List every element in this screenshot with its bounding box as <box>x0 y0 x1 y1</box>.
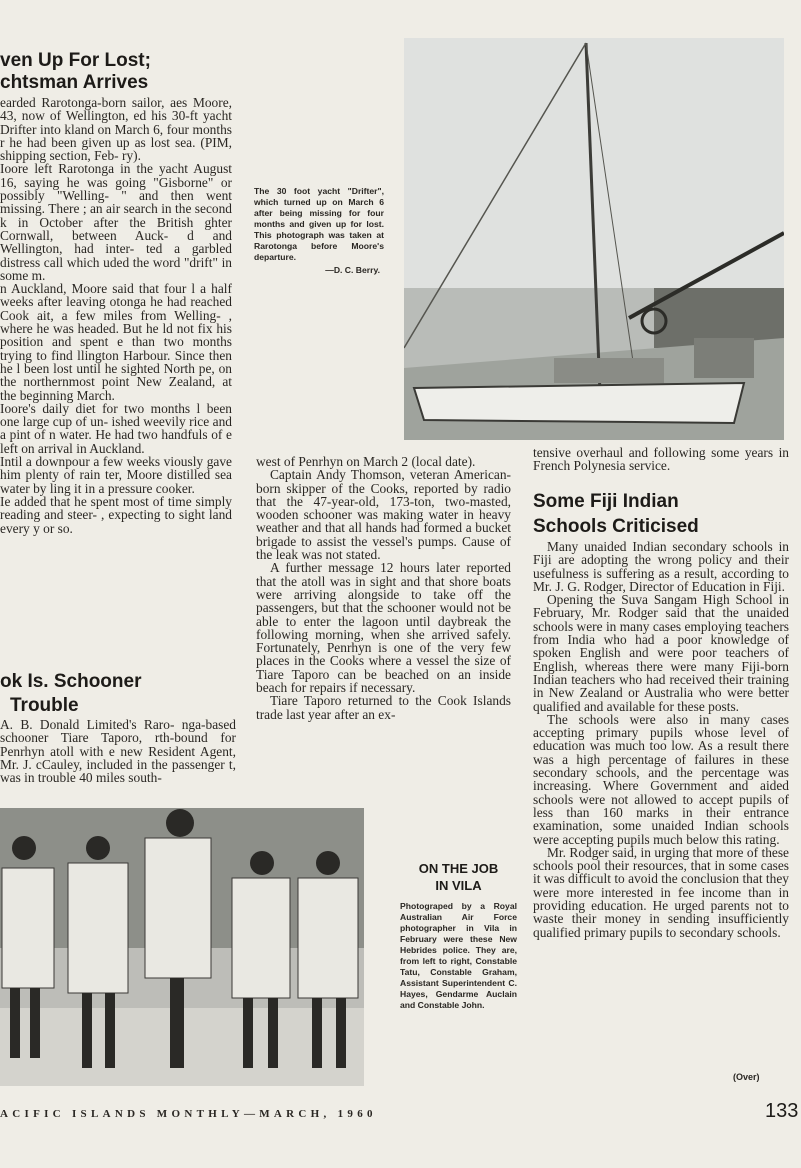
story1-para: Ioore left Rarotonga in the yacht August 16, saying he was going "Gisborne" or possibly "Welling- " and then went missing. There ; an air search in the second k in October after the British ghter Cornwall, between Auck- d and Wellington, had inter- ted a garbled distress call which uded the word "drift" in some m. <box>0 161 232 283</box>
story1-headline-line2: chtsman Arrives <box>0 72 149 93</box>
story1-para: earded Rarotonga-born sailor, aes Moore, 43, now of Wellington, ed his 30-ft yacht Drifter into kland on March 6, four months r he had been given up as lost sea. (PIM, shipping section, Feb- ry). <box>0 95 232 164</box>
story3-body <box>533 540 789 939</box>
photo2-title-line1: ON THE JOB <box>418 861 499 876</box>
over-marker: (Over) <box>733 1072 760 1082</box>
story2-para: tensive overhaul and following some years in French Polynesia service. <box>533 445 789 474</box>
photo1-caption: The 30 foot yacht "Drifter", which turned up on March 6 after being missing for four months and given up for lost. This photograph was taken at Rarotonga before Moore's departure. <box>254 186 384 262</box>
story3-para: Opening the Suva Sangam High School in February, Mr. Rodger said that the unaided schools were in many cases employing teachers from India who had a poor knowledge of spoken English and were poor teachers of English, whereas there were many Fiji-born Indian teachers who had received their training in New Zealand or Australia who were better qualified and available for these posts. <box>533 592 789 714</box>
photo2-title-line2: IN VILA <box>435 878 482 893</box>
story1-para: Intil a downpour a few weeks viously gave him plenty of rain ter, Moore distilled sea water by ling it in a pressure cooker. <box>0 454 232 496</box>
story1-para: Ioore's daily diet for two months l been one large cup of un- ished weevily rice and a pint of n water. He had two handfuls of e left on arrival in Auckland. <box>0 400 232 456</box>
story2-para: A further message 12 hours later reported that the atoll was in sight and that shore boats were arriving alongside to take off the passengers, but that the schooner would not be able to enter the lagoon until daybreak the following morning, when she arrived safely. Fortunately, Penrhyn is one of the very few places in the Cooks where a vessel the size of Tiare Taporo can be beached on an inside beach for repairs if necessary. <box>256 560 511 696</box>
photo1-credit: —D. C. Berry. <box>325 265 380 275</box>
story3-headline-line2: Schools Criticised <box>533 516 699 537</box>
story3-para: Many unaided Indian secondary schools in Fiji are adopting the wrong policy and their usefulness is suffering as a result, according to Mr. J. G. Rodger, Director of Education in Fiji. <box>533 539 789 594</box>
yacht-photo-image <box>404 38 784 440</box>
story2-col3 <box>533 446 789 473</box>
story3-headline-line1: Some Fiji Indian <box>533 491 679 512</box>
story2-headline <box>0 670 141 718</box>
story3-para: Mr. Rodger said, in urging that more of these schools pool their resources, that in some cases it was difficult to avoid the conclusion that they were more interested in fee income than in providing education. He urged parents not to waste their money in sending insufficiently qualified primary pupils to secondary schools. <box>533 844 789 940</box>
page-number: 133 <box>765 1100 799 1122</box>
story2-headline-line2: Trouble <box>10 695 79 716</box>
story2-para: A. B. Donald Limited's Raro- nga-based schooner Tiare Taporo, rth-bound for Penrhyn atoll with e new Resident Agent, Mr. J. cCauley, included in the passenger t, was in trouble 40 miles south- <box>0 717 236 786</box>
photo2-title <box>400 860 517 894</box>
story1-body <box>0 96 232 535</box>
photo2-caption: Photograped by a Royal Australian Air Force photographer in Vila in February were these New Hebrides police. They are, from left to right, Constable Tatu, Constable Graham, Assistant Superintendent C. Hayes, Gendarme Auclain and Constable John. <box>400 901 517 1010</box>
story1-para: n Auckland, Moore said that four l a half weeks after leaving otonga he had reached Cook ait, a few miles from Welling- , where he was headed. But he ld not fix his position and spent e than two months trying to find llington Harbour. Since then he l been lost until he sighted North pe, on the northernmost point New Zealand, at the beginning March. <box>0 281 232 403</box>
story2-para: Captain Andy Thomson, veteran American-born skipper of the Cooks, reported by radio that the 47-year-old, 173-ton, two-masted, wooden schooner was making water in heavy weather and that all hands had formed a bucket brigade to assist the vessel's pumps. Cause of the leak was not stated. <box>256 467 511 563</box>
police-photo-image <box>0 808 364 1086</box>
story1-para: Ie added that he spent most of time simply reading and steer- , expecting to sight land every y or so. <box>0 493 232 536</box>
story2-col1 <box>0 718 236 784</box>
police-photo <box>0 808 364 1086</box>
running-footer: ACIFIC ISLANDS MONTHLY—MARCH, 1960 <box>0 1108 377 1120</box>
story1-headline-line1: ven Up For Lost; <box>0 50 151 71</box>
story2-col2 <box>256 455 511 721</box>
photo1-caption-block <box>254 186 384 276</box>
story1-headline <box>0 50 151 94</box>
photo2-caption-block <box>400 860 517 1011</box>
story3-headline <box>533 489 699 539</box>
story2-para: west of Penrhyn on March 2 (local date). <box>256 454 476 469</box>
story3-para: The schools were also in many cases accepting primary pupils whose level of education was much too low. As a result there was a high percentage of failures in these secondary schools, and the percentage was increasing. Where Government and aided schools were not allowed to accept pupils of less than 160 marks in their entrance examination, some unaided Indian schools were accepting pupils much below this rating. <box>533 711 789 847</box>
story2-para: Tiare Taporo returned to the Cook Islands trade last year after an ex- <box>256 693 511 722</box>
story2-headline-line1: ok Is. Schooner <box>0 671 142 692</box>
yacht-photo <box>404 38 784 440</box>
